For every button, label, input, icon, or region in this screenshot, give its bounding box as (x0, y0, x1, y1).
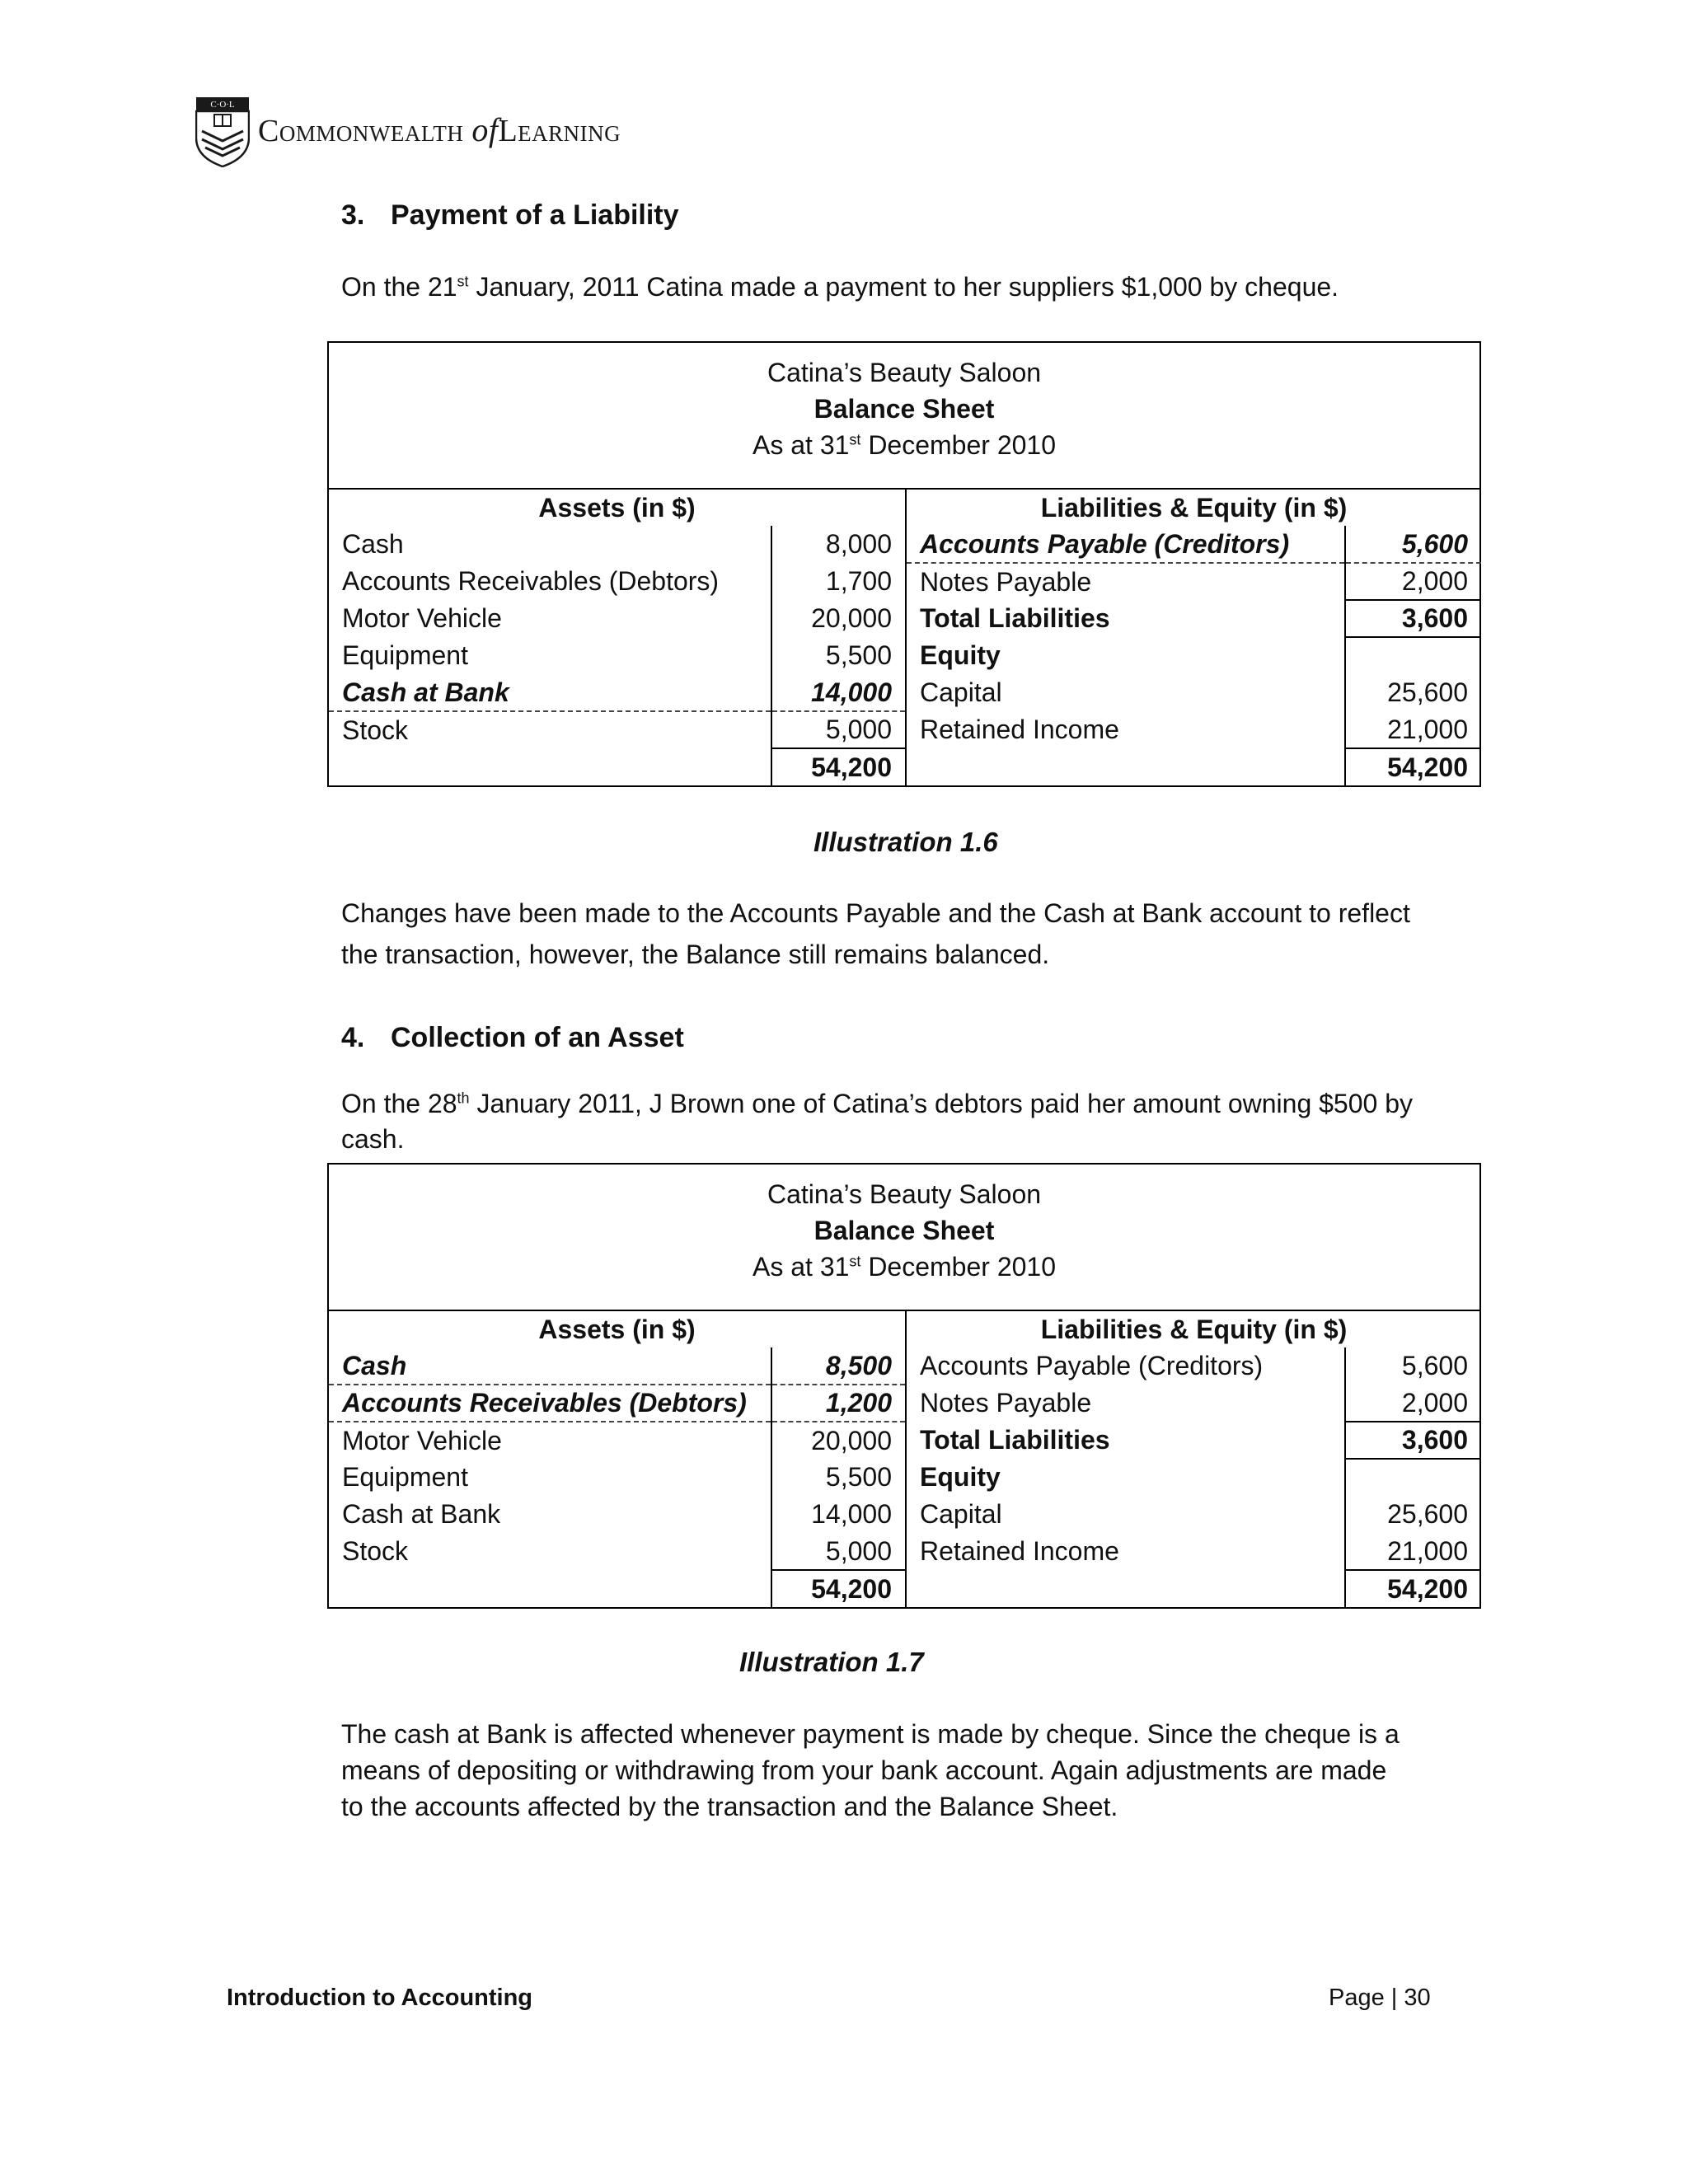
section-4-number: 4. (341, 1022, 365, 1053)
totals-row (329, 748, 1481, 785)
assets-header: Assets (in $) (329, 489, 906, 526)
balance-sheet-2-title-block (329, 1165, 1479, 1310)
liabilities-header: Liabilities & Equity (in $) (906, 1310, 1481, 1347)
table-row: Equipment 5,500 Equity (329, 1459, 1481, 1496)
section-3-title: Payment of a Liability (391, 199, 679, 231)
balance-sheet-2 (327, 1163, 1481, 1609)
balance-sheet-1 (327, 341, 1481, 787)
caption-illustration-1-7: Illustration 1.7 (739, 1647, 924, 1677)
sheet-date: As at 31st December 2010 (753, 1252, 1056, 1282)
company-name: Catina’s Beauty Saloon (767, 1179, 1042, 1209)
table-row: Accounts Receivables (Debtors) 1,700 Notes Payable 2,000 (329, 563, 1481, 600)
assets-header: Assets (in $) (329, 1310, 906, 1347)
section-4-heading (341, 1022, 684, 1054)
table-row: Stock 5,000 Retained Income 21,000 (329, 711, 1481, 748)
intro-3-post: January, 2011 Catina made a payment to her suppliers $1,000 by cheque. (468, 272, 1339, 302)
paragraph-after-table-2: The cash at Bank is affected whenever payment is made by cheque. Since the cheque is a means of depositing or withdrawing from your bank account. Again adjustments are made to the accounts affected by the transaction and the Balance Sheet. (341, 1719, 1400, 1821)
table-row: Cash at Bank 14,000 Capital 25,600 (329, 674, 1481, 711)
total-assets: 54,200 (771, 1570, 906, 1607)
table-row: Cash at Bank 14,000 Capital 25,600 (329, 1496, 1481, 1533)
balance-sheet-2-table (329, 1310, 1481, 1607)
section-3-intro (341, 266, 1495, 307)
section-4-intro: On the 28th January 2011, J Brown one of Catina’s debtors paid her amount owning $500 by cash. (341, 1089, 1413, 1154)
brand-part2: Learning (498, 114, 621, 148)
liabilities-header: Liabilities & Equity (in $) (906, 489, 1481, 526)
balance-sheet-1-title-block (329, 343, 1479, 488)
balance-sheet-1-table (329, 488, 1481, 785)
section-3-heading (341, 199, 679, 232)
sheet-title: Balance Sheet (814, 1216, 995, 1245)
table-row: Cash 8,500 Accounts Payable (Creditors) 5,600 (329, 1347, 1481, 1385)
logo-letters: C·O·L (210, 100, 235, 110)
footer-page-number: Page | 30 (1329, 1985, 1431, 2011)
table-row: Motor Vehicle 20,000 Total Liabilities 3,600 (329, 600, 1481, 637)
paragraph-after-table-1: Changes have been made to the Accounts Payable and the Cash at Bank account to reflect the transaction, however, the Balance still remains balanced. (341, 898, 1410, 969)
brand-part1: Commonwealth (258, 114, 464, 148)
sheet-title: Balance Sheet (814, 394, 995, 424)
brand-name (258, 110, 621, 149)
sheet-date: As at 31st December 2010 (753, 430, 1056, 460)
table-row: Cash 8,000 Accounts Payable (Creditors) 5,600 (329, 526, 1481, 563)
intro-3-pre: On the 21 (341, 272, 457, 302)
total-assets: 54,200 (771, 748, 906, 785)
section-4-title: Collection of an Asset (391, 1022, 684, 1053)
total-liabilities-equity: 54,200 (1345, 1570, 1481, 1607)
caption-illustration-1-6: Illustration 1.6 (814, 827, 998, 857)
totals-row (329, 1570, 1481, 1607)
table-row: Motor Vehicle 20,000 Total Liabilities 3,600 (329, 1422, 1481, 1459)
company-name: Catina’s Beauty Saloon (767, 358, 1042, 387)
col-logo-icon (195, 96, 250, 167)
table-row: Equipment 5,500 Equity (329, 637, 1481, 674)
footer-course-title: Introduction to Accounting (227, 1985, 533, 2011)
table-row: Stock 5,000 Retained Income 21,000 (329, 1533, 1481, 1570)
section-3-number: 3. (341, 199, 365, 231)
table-row: Accounts Receivables (Debtors) 1,200 Notes Payable 2,000 (329, 1385, 1481, 1422)
brand-of: of (471, 111, 499, 148)
intro-3-sup: st (457, 273, 469, 290)
total-liabilities-equity: 54,200 (1345, 748, 1481, 785)
